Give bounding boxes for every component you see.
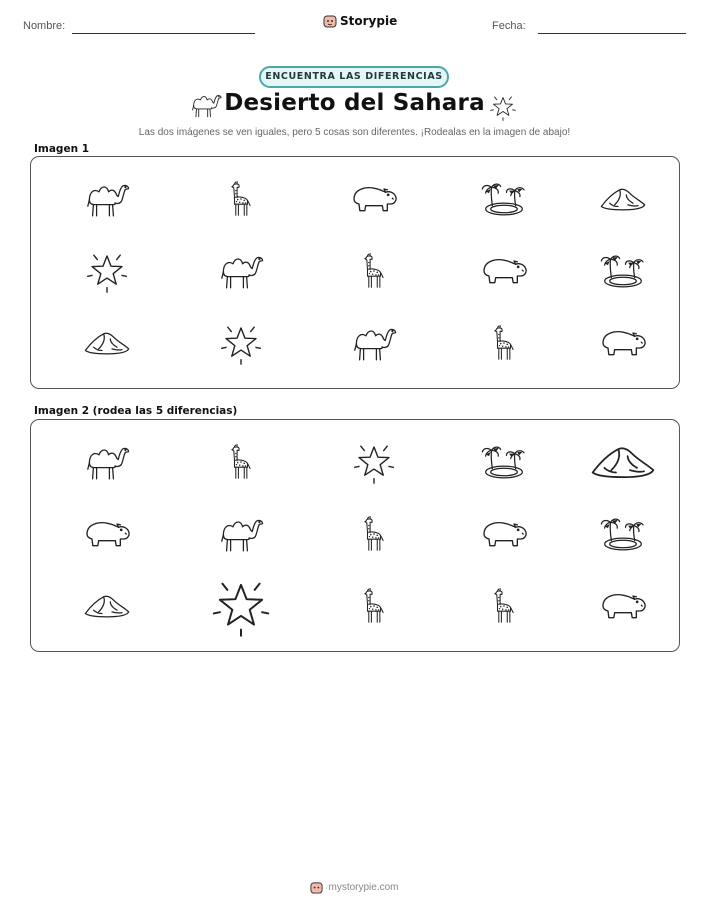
camel-icon	[355, 329, 396, 359]
hippo-icon	[354, 188, 396, 211]
sand-dune-icon	[601, 189, 644, 210]
date-field-line[interactable]	[538, 33, 686, 34]
image2-grid[interactable]	[31, 420, 681, 653]
footer-url: mystorypie.com	[328, 882, 399, 893]
hippo-icon[interactable]	[87, 523, 129, 546]
star-icon	[88, 255, 127, 292]
instructions: Las dos imágenes se ven iguales, pero 5 cosas son diferentes. ¡Rodealas en la imagen de abajo!	[138, 127, 571, 138]
footer	[0, 881, 709, 894]
hippo-icon	[603, 332, 645, 355]
giraffe-icon	[365, 253, 383, 287]
image1-grid	[31, 157, 681, 390]
name-field-line[interactable]	[72, 33, 255, 34]
oasis-icon	[482, 184, 524, 215]
storypie-logo-icon	[323, 14, 337, 28]
image1-label: Imagen 1	[34, 143, 90, 155]
image2-label: Imagen 2 (rodea las 5 diferencias)	[34, 405, 238, 417]
hippo-icon[interactable]	[484, 523, 526, 546]
page-title: Desierto del Sahara	[224, 90, 485, 116]
hippo-icon[interactable]	[603, 595, 645, 618]
giraffe-icon	[495, 325, 513, 359]
oasis-icon[interactable]	[601, 519, 643, 550]
sand-dune-icon[interactable]	[593, 448, 654, 477]
giraffe-icon	[232, 181, 250, 215]
camel-icon	[222, 257, 263, 287]
giraffe-icon[interactable]	[365, 516, 383, 550]
camel-icon	[88, 185, 129, 215]
star-icon	[222, 327, 261, 364]
camel-icon[interactable]	[222, 520, 263, 550]
giraffe-icon[interactable]	[495, 588, 513, 622]
sand-dune-icon	[85, 333, 128, 354]
star-icon	[489, 93, 517, 121]
storypie-logo-icon	[310, 881, 323, 894]
date-label: Fecha:	[492, 20, 526, 32]
giraffe-icon[interactable]	[232, 444, 250, 478]
camel-icon[interactable]	[88, 448, 129, 478]
sand-dune-icon[interactable]	[85, 596, 128, 617]
image2-panel[interactable]	[30, 419, 680, 652]
oasis-icon[interactable]	[482, 447, 524, 478]
oasis-icon	[601, 256, 643, 287]
image1-panel	[30, 156, 680, 389]
star-icon[interactable]	[214, 584, 269, 636]
brand-logo	[323, 14, 397, 28]
star-icon[interactable]	[355, 446, 394, 483]
hippo-icon	[484, 260, 526, 283]
activity-badge: ENCUENTRA LAS DIFERENCIAS	[259, 66, 449, 88]
brand-name: Storypie	[340, 14, 398, 28]
giraffe-icon[interactable]	[365, 588, 383, 622]
name-label: Nombre:	[23, 20, 66, 32]
